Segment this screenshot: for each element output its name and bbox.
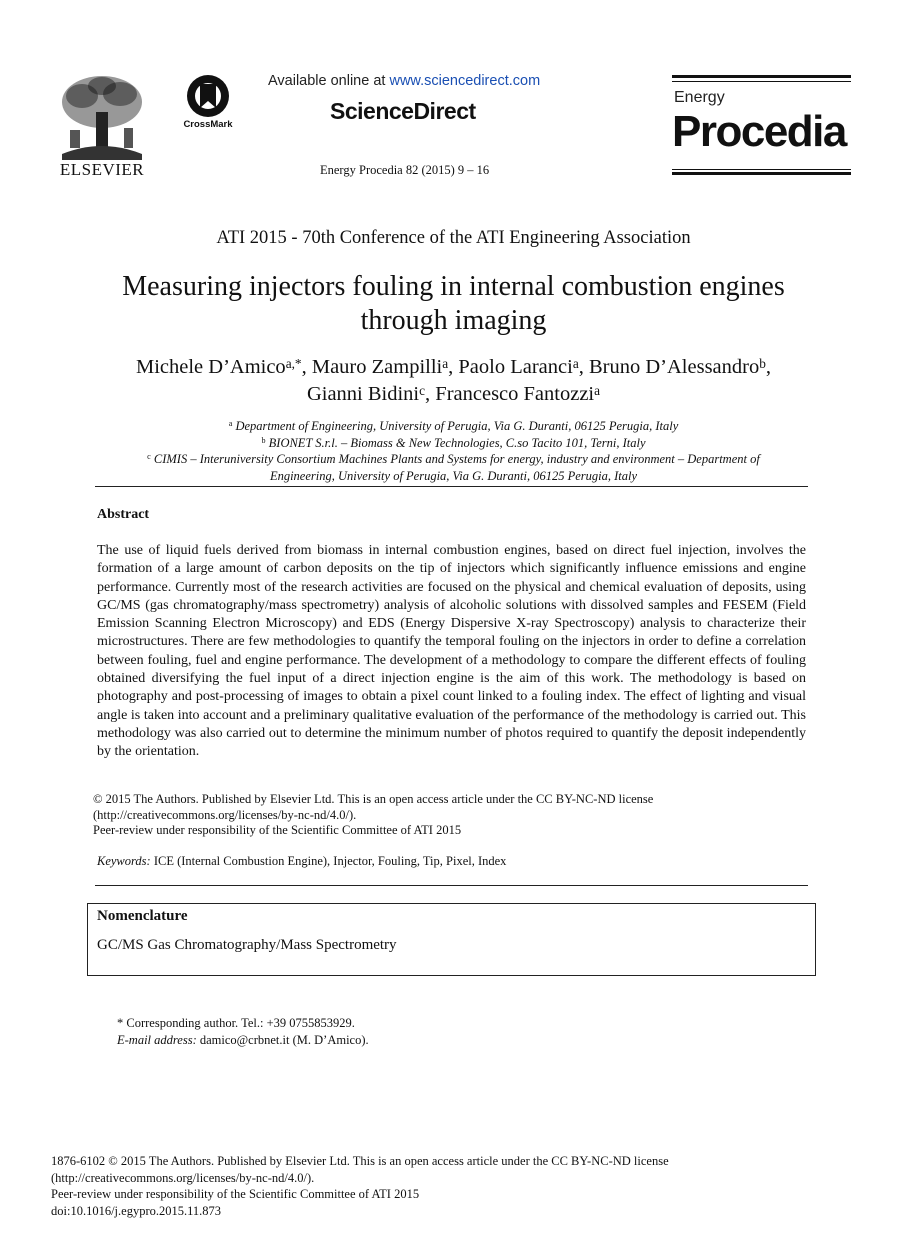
email-label: E-mail address: — [117, 1032, 197, 1047]
abstract-body: The use of liquid fuels derived from biomass in internal combustion engines, based on direct fuel injection, involves the formation of a large amount of carbon deposits on the tip of injectors which significantly influence emissions and engine performance. Currently most of the research activities are focused on the physical and chemical evaluation of deposits, using GC/MS (gas chromatography/mass spectrometry) analysis of alcoholic solutions with dissolved samples and FESEM (Field Emission Scanning Electron Microscopy) and EDS (Energy Dispersive X-ray Spectroscopy) analysis to characterize their microstructures. There are few methodologies to quantify the temporal fouling on the injectors in order to define a correlation between fouling, fuel and engine performance. The development of a methodology to compare the different effects of fouling obtained diversifying the fuel input of a direct injection engine is the aim of this work. The methodology is based on photography and post-processing of images to obtain a pixel count linked to a fouling index. The effect of lighting and visual angle is taken into account and a preliminary qualitative evaluation of the performance of the methodology is carried out. This methodology was also carried out to determine the minimum number of photos required to quantify the deposit independently by the orientation. — [97, 543, 806, 760]
affiliation-item — [60, 468, 847, 485]
affiliation-text: Engineering, University of Perugia, Via G. Duranti, 06125 Perugia, Italy — [269, 468, 638, 483]
author-name: Mauro Zampilli — [311, 356, 443, 378]
affiliation-item — [60, 435, 847, 452]
affiliations — [60, 418, 847, 484]
affiliation-marker: b — [261, 435, 266, 445]
journal-name-large: Procedia — [672, 107, 846, 156]
elsevier-tree-icon — [52, 74, 152, 160]
bottom-license-link[interactable]: (http://creativecommons.org/licenses/by-nc-nd/4.0/). — [51, 1170, 315, 1185]
affiliation-text: Department of Engineering, University of Perugia, Via G. Duranti, 06125 Perugia, Italy — [235, 419, 679, 433]
logo-rule-bottom-thin — [672, 169, 851, 170]
issn-copyright: 1876-6102 © 2015 The Authors. Published by Elsevier Ltd. This is an open access article under the CC BY-NC-ND license — [51, 1154, 669, 1168]
crossmark-label: CrossMark — [183, 119, 233, 130]
availability-prefix: Available online at — [268, 73, 390, 89]
conference-name: ATI 2015 - 70th Conference of the ATI Engineering Association — [216, 228, 691, 248]
author-affil: a — [572, 356, 579, 371]
author-affil: c — [419, 383, 426, 398]
journal-citation: Energy Procedia 82 (2015) 9 – 16 — [320, 163, 490, 177]
author-name: Michele D’Amico — [135, 356, 286, 378]
journal-logo — [672, 75, 852, 177]
nomenclature-heading: Nomenclature — [97, 908, 188, 924]
affiliation-marker: a — [228, 419, 233, 428]
author-affil: a — [442, 356, 449, 371]
keywords-list: ICE (Internal Combustion Engine), Injector, Fouling, Tip, Pixel, Index — [150, 854, 507, 868]
author-line-1: Michele D’Amico$^{a,*}$, Mauro Zampilli$^a$, Paolo Laranci$^a$, Bruno D’Alessandro$^b$, — [135, 356, 772, 378]
author-name: Paolo Laranci — [458, 356, 573, 378]
title-line-1: Measuring injectors fouling in internal combustion engines — [122, 271, 785, 302]
logo-rule-bottom — [672, 172, 851, 175]
sciencedirect-wordmark: ScienceDirect — [330, 98, 476, 124]
copyright-line: © 2015 The Authors. Published by Elsevier Ltd. This is an open access article under the CC BY-NC-ND license — [93, 792, 654, 806]
author-affil: a — [594, 383, 601, 398]
copyright-notice — [93, 792, 793, 839]
footnote-email — [117, 1032, 369, 1049]
crossmark-badge[interactable] — [178, 74, 238, 134]
elsevier-logo — [52, 74, 152, 178]
abstract-heading: Abstract — [97, 507, 150, 522]
author-line-2: Gianni Bidini$^c$, Francesco Fantozzi$^a$ — [306, 383, 601, 405]
author-name: Gianni Bidini — [306, 383, 420, 405]
peer-review-note: Peer-review under responsibility of the Scientific Committee of ATI 2015 — [93, 823, 462, 837]
keywords — [97, 854, 797, 869]
author-name: Bruno D’Alessandro — [589, 356, 760, 378]
paper-title — [80, 270, 827, 338]
sciencedirect-link[interactable]: www.sciencedirect.com — [389, 73, 541, 89]
title-line-2: through imaging — [360, 305, 547, 336]
affiliation-marker: c — [147, 452, 151, 461]
elsevier-wordmark: ELSEVIER — [59, 160, 145, 179]
availability-line — [268, 73, 540, 89]
keywords-label: Keywords: — [97, 854, 151, 868]
doi[interactable]: doi:10.1016/j.egypro.2015.11.873 — [51, 1204, 222, 1219]
crossmark-icon — [178, 74, 238, 118]
author-name: Francesco Fantozzi — [435, 383, 595, 405]
affiliation-item — [60, 451, 847, 468]
affiliation-text: CIMIS – Interuniversity Consortium Machines Plants and Systems for energy, industry and environment – Department of — [153, 452, 760, 466]
nomenclature-item: GC/MS Gas Chromatography/Mass Spectrometry — [97, 937, 397, 953]
footnote-contact: * Corresponding author. Tel.: +39 0755853929. — [117, 1016, 355, 1030]
author-affil: b — [759, 356, 766, 371]
affiliation-text: BIONET S.r.l. – Biomass & New Technologies, C.so Tacito 101, Terni, Italy — [268, 435, 646, 450]
divider-bottom — [95, 885, 808, 886]
author-list — [60, 354, 847, 408]
license-link[interactable]: (http://creativecommons.org/licenses/by-nc-nd/4.0/). — [93, 807, 357, 822]
author-affil: a,* — [285, 356, 302, 371]
nomenclature-box — [87, 903, 816, 976]
logo-rule-top — [672, 75, 851, 78]
corresponding-author-footnote — [117, 1015, 369, 1048]
email-value[interactable]: damico@crbnet.it (M. D’Amico). — [196, 1032, 369, 1047]
divider-top — [95, 486, 808, 487]
journal-name-small: Energy — [674, 89, 725, 106]
bottom-peer-review: Peer-review under responsibility of the Scientific Committee of ATI 2015 — [51, 1187, 420, 1202]
affiliation-item — [60, 418, 847, 435]
logo-rule-top-thin — [672, 81, 851, 82]
bottom-matter — [51, 1153, 811, 1220]
